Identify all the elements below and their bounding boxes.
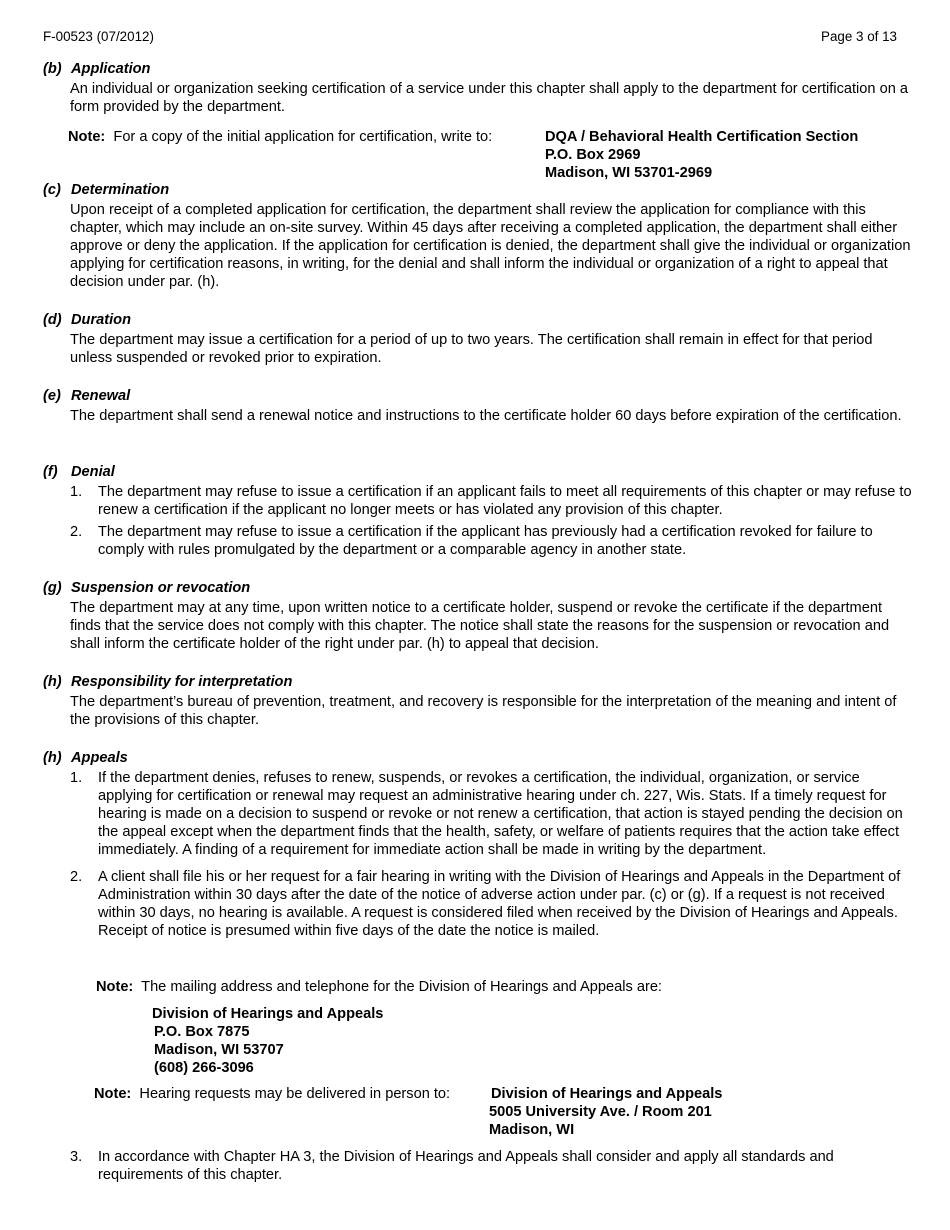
address-line: P.O. Box 7875 xyxy=(154,1024,250,1040)
address-line: P.O. Box 2969 xyxy=(545,147,641,163)
address-line: (608) 266-3096 xyxy=(154,1060,254,1076)
section-heading xyxy=(43,673,913,693)
section-letter: (g) xyxy=(43,580,62,596)
note-label: Note: xyxy=(96,979,134,995)
section-body: The department may issue a certification for a period of up to two years. The certification shall remain in effect for that period unless suspended or revoked prior to expiration. xyxy=(70,332,873,366)
application-address xyxy=(545,128,858,182)
section-heading xyxy=(43,181,913,201)
section-body: The department shall send a renewal notice and instructions to the certificate holder 60 days before expiration of the certification. xyxy=(70,408,902,424)
section-body: An individual or organization seeking certification of a service under this chapter shall apply to the department for certification on a form provided by the department. xyxy=(70,81,908,115)
item-number: 1. xyxy=(70,770,83,786)
list-item xyxy=(43,1148,913,1184)
section-responsibility xyxy=(43,673,913,729)
section-heading xyxy=(43,60,913,80)
note-text: For a copy of the initial application for certification, write to: xyxy=(113,129,493,145)
section-heading xyxy=(43,749,913,769)
item-number: 1. xyxy=(70,484,83,500)
note-text: The mailing address and telephone for the Division of Hearings and Appeals are: xyxy=(141,979,662,995)
section-letter: (b) xyxy=(43,61,62,77)
section-title: Duration xyxy=(71,312,131,328)
item-number: 2. xyxy=(70,524,83,540)
section-body: The department’s bureau of prevention, treatment, and recovery is responsible for the interpretation of the meaning and intent of the provisions of this chapter. xyxy=(70,694,897,728)
address-line: 5005 University Ave. / Room 201 xyxy=(489,1104,712,1120)
section-title: Suspension or revocation xyxy=(71,580,251,596)
address-line: DQA / Behavioral Health Certification Section xyxy=(545,129,859,145)
item-text: A client shall file his or her request for a fair hearing in writing with the Division of Hearings and Appeals in the Department of Administration within 30 days after the date of the notice of adverse action under par. (c) or (g). If a request is not received within 30 days, no hearing is available. A request is considered filed when received by the Division of Hearings and Appeals. Receipt of notice is presumed within five days of the date the notice is mailed. xyxy=(98,869,901,939)
address-line: Madison, WI 53707 xyxy=(154,1042,284,1058)
note-label: Note: xyxy=(94,1086,132,1102)
section-determination xyxy=(43,181,913,291)
address-line: Madison, WI xyxy=(489,1122,575,1138)
item-number: 3. xyxy=(70,1149,83,1165)
list-item xyxy=(43,523,913,559)
appeals-item-3 xyxy=(43,1148,913,1188)
section-title: Determination xyxy=(71,182,170,198)
section-title: Renewal xyxy=(71,388,131,404)
address-line: Division of Hearings and Appeals xyxy=(152,1006,384,1022)
section-application xyxy=(43,60,913,116)
in-person-address xyxy=(489,1085,722,1139)
section-letter: (h) xyxy=(43,674,62,690)
item-text: In accordance with Chapter HA 3, the Division of Hearings and Appeals shall consider and apply all standards and requirements of this chapter. xyxy=(98,1149,834,1183)
section-suspension xyxy=(43,579,913,653)
note-label: Note: xyxy=(68,129,106,145)
note-mailing xyxy=(96,978,662,996)
section-body: The department may at any time, upon written notice to a certificate holder, suspend or revoke the certificate if the department finds that the service does not comply with this chapter. The notice shall state the reasons for the suspension or revocation and shall inform the certificate holder of the right under par. (h) to appeal that decision. xyxy=(70,600,890,652)
section-title: Responsibility for interpretation xyxy=(71,674,293,690)
item-text: The department may refuse to issue a certification if an applicant fails to meet all requirements of this chapter or may refuse to renew a certification if the applicant no longer meets or has violated any provision of this chapter. xyxy=(98,484,912,518)
list-item xyxy=(43,483,913,519)
list-item xyxy=(43,868,913,940)
list-item xyxy=(43,769,913,859)
address-line: Division of Hearings and Appeals xyxy=(491,1086,723,1102)
mailing-address xyxy=(152,1005,383,1077)
section-title: Appeals xyxy=(71,750,128,766)
item-number: 2. xyxy=(70,869,83,885)
section-heading xyxy=(43,463,913,483)
section-denial xyxy=(43,463,913,563)
note-text: Hearing requests may be delivered in person to: xyxy=(139,1086,451,1102)
section-renewal xyxy=(43,387,913,425)
section-title: Denial xyxy=(71,464,115,480)
section-heading xyxy=(43,579,913,599)
section-letter: (d) xyxy=(43,312,62,328)
item-text: If the department denies, refuses to renew, suspends, or revokes a certification, the individual, organization, or service applying for certification or renewal may request an administrative hearing under ch. 227, Wis. Stats. If a timely request for hearing is made on a decision to suspend or revoke or not renew a certification, that action is stayed pending the decision on the appeal except when the department finds that the health, safety, or welfare of patients requires that the action take effect immediately. A finding of a requirement for immediate action shall be made in writing by the department. xyxy=(98,770,903,858)
item-text: The department may refuse to issue a certification if the applicant has previously had a certification revoked for failure to comply with rules promulgated by the department or a comparable agency in another state. xyxy=(98,524,873,558)
section-heading xyxy=(43,387,913,407)
page-number: Page 3 of 13 xyxy=(821,29,897,44)
note-in-person xyxy=(94,1085,450,1103)
section-heading xyxy=(43,311,913,331)
section-letter: (c) xyxy=(43,182,61,198)
section-letter: (f) xyxy=(43,464,58,480)
section-letter: (e) xyxy=(43,388,61,404)
section-title: Application xyxy=(71,61,151,77)
section-duration xyxy=(43,311,913,367)
address-line: Madison, WI 53701-2969 xyxy=(545,165,713,181)
note-application xyxy=(68,128,492,146)
section-letter: (h) xyxy=(43,750,62,766)
section-body: Upon receipt of a completed application for certification, the department shall review the application for compliance with this chapter, which may include an on-site survey. Within 45 days after receiving a completed application, the department shall either approve or deny the application. If the application for certification is denied, the department shall give the individual or organization applying for certification reasons, in writing, for the denial and shall inform the individual or organization of a right to appeal that decision under par. (h). xyxy=(70,202,911,290)
section-appeals xyxy=(43,749,913,944)
form-id: F-00523 (07/2012) xyxy=(43,29,154,44)
